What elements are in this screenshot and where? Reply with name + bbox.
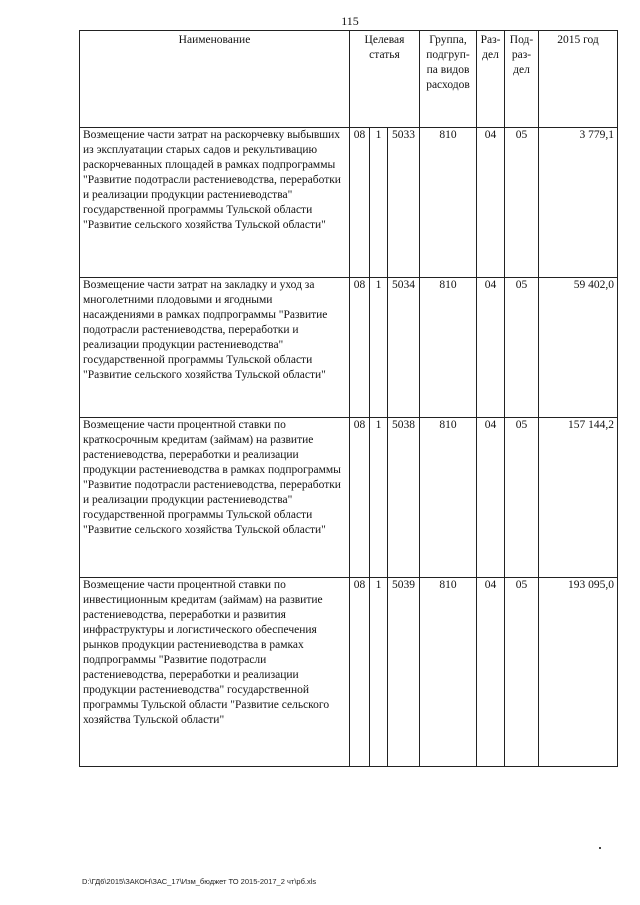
table-row — [80, 418, 618, 578]
row-group: 810 — [420, 128, 477, 278]
row-code-1: 08 — [350, 578, 370, 767]
row-name: Возмещение части затрат на раскорчевку выбывших из эксплуатации старых садов и рекультивацию раскорчеванных площадей в рамках подпрограммы "Развитие подотрасли растениеводства, переработки и реализации продукции растениеводства" государственной программы Тульской области "Развитие сельского хозяйства Тульской области" — [80, 128, 350, 278]
row-name: Возмещение части затрат на закладку и уход за многолетними плодовыми и ягодными насаждениями в рамках подпрограммы "Развитие подотрасли растениеводства, переработки и реализации продукции растениеводства" государственной программы Тульской области "Развитие сельского хозяйства Тульской области" — [80, 278, 350, 418]
row-section: 04 — [477, 128, 505, 278]
header-target-item: Целевая статья — [350, 31, 420, 128]
table-row — [80, 128, 618, 278]
row-code-1: 08 — [350, 128, 370, 278]
budget-table — [79, 30, 618, 767]
row-code-2: 1 — [370, 418, 388, 578]
header-subsection: Под-раз-дел — [505, 31, 539, 128]
header-group: Группа, подгруп-па видов расходов — [420, 31, 477, 128]
table-row — [80, 578, 618, 767]
row-group: 810 — [420, 578, 477, 767]
row-code-3: 5033 — [388, 128, 420, 278]
row-code-2: 1 — [370, 128, 388, 278]
row-group: 810 — [420, 278, 477, 418]
header-year: 2015 год — [539, 31, 618, 128]
row-section: 04 — [477, 578, 505, 767]
page-number: 115 — [341, 14, 359, 28]
header-row — [80, 31, 618, 128]
row-code-3: 5039 — [388, 578, 420, 767]
row-subsection: 05 — [505, 578, 539, 767]
row-subsection: 05 — [505, 418, 539, 578]
header-section: Раз-дел — [477, 31, 505, 128]
row-amount: 3 779,1 — [539, 128, 618, 278]
row-name: Возмещение части процентной ставки по инвестиционным кредитам (займам) на развитие растениеводства, переработки и развития инфраструктуры и логистического обеспечения рынков продукции растениеводства в рамках подпрограммы "Развитие подотрасли растениеводства, переработки и реализации продукции растениеводства" государственной программы Тульской области "Развитие сельского хозяйства Тульской области" — [80, 578, 350, 767]
row-code-3: 5038 — [388, 418, 420, 578]
row-name: Возмещение части процентной ставки по краткосрочным кредитам (займам) на развитие растениеводства, переработки и реализации продукции растениеводства в рамках подпрограммы "Развитие подотрасли растениеводства, переработки и реализации продукции растениеводства" государственной программы Тульской области "Развитие сельского хозяйства Тульской области" — [80, 418, 350, 578]
header-name: Наименование — [80, 31, 350, 128]
row-subsection: 05 — [505, 128, 539, 278]
row-code-1: 08 — [350, 278, 370, 418]
row-subsection: 05 — [505, 278, 539, 418]
footer-file-path: D:\ГД6\2015\ЗАКОН\ЗАС_17\Изм_бюджет ТО 2015-2017_2 чт\рб.xls — [82, 877, 317, 886]
row-amount: 157 144,2 — [539, 418, 618, 578]
row-amount: 193 095,0 — [539, 578, 618, 767]
row-group: 810 — [420, 418, 477, 578]
row-amount: 59 402,0 — [539, 278, 618, 418]
row-section: 04 — [477, 418, 505, 578]
row-section: 04 — [477, 278, 505, 418]
row-code-1: 08 — [350, 418, 370, 578]
table-row — [80, 278, 618, 418]
scan-speck — [599, 847, 601, 849]
row-code-2: 1 — [370, 578, 388, 767]
row-code-3: 5034 — [388, 278, 420, 418]
row-code-2: 1 — [370, 278, 388, 418]
